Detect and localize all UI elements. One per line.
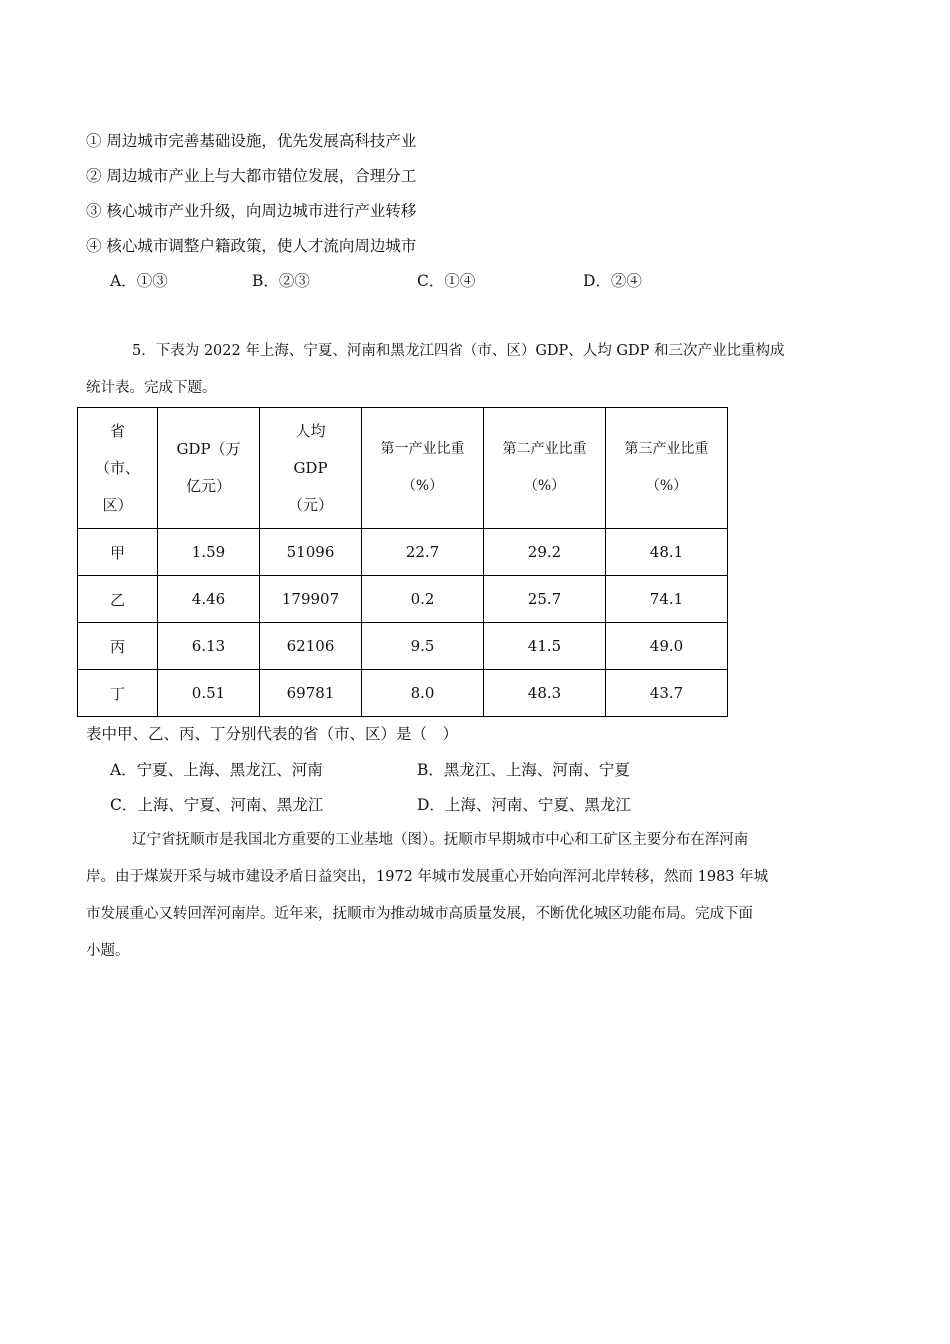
table-cell: 48.1 bbox=[606, 529, 728, 576]
table-row bbox=[78, 529, 728, 576]
q4-option-d[interactable]: D．②④ bbox=[583, 272, 642, 290]
table-cell: 25.7 bbox=[484, 576, 606, 623]
table-cell: 22.7 bbox=[362, 529, 484, 576]
header-gdp: GDP（万 亿元） bbox=[158, 408, 260, 529]
table-cell: 51096 bbox=[260, 529, 362, 576]
table-row bbox=[78, 576, 728, 623]
statement-2: ② 周边城市产业上与大都市错位发展，合理分工 bbox=[86, 167, 417, 185]
table-cell: 41.5 bbox=[484, 623, 606, 670]
statement-1: ① 周边城市完善基础设施，优先发展高科技产业 bbox=[86, 132, 417, 150]
q4-option-a[interactable]: A．①③ bbox=[110, 272, 168, 290]
table-cell: 69781 bbox=[260, 670, 362, 717]
header-secondary-share: 第二产业比重 （%） bbox=[484, 408, 606, 529]
table-cell: 43.7 bbox=[606, 670, 728, 717]
q5-question: 表中甲、乙、丙、丁分别代表的省（市、区）是（ ） bbox=[86, 725, 459, 743]
table-cell: 丁 bbox=[78, 670, 158, 717]
table-cell: 29.2 bbox=[484, 529, 606, 576]
table-cell: 乙 bbox=[78, 576, 158, 623]
table-cell: 74.1 bbox=[606, 576, 728, 623]
table-cell: 9.5 bbox=[362, 623, 484, 670]
table-header-row bbox=[78, 408, 728, 529]
statement-4: ④ 核心城市调整户籍政策，使人才流向周边城市 bbox=[86, 237, 417, 255]
q5-option-b[interactable]: B．黑龙江、上海、河南、宁夏 bbox=[417, 761, 630, 779]
q5-option-c[interactable]: C．上海、宁夏、河南、黑龙江 bbox=[110, 796, 324, 814]
q5-intro-line1: 5．下表为 2022 年上海、宁夏、河南和黑龙江四省（市、区）GDP、人均 GDP 和三次产业比重构成 bbox=[132, 343, 785, 359]
header-province: 省 （市、 区） bbox=[78, 408, 158, 529]
table-cell: 甲 bbox=[78, 529, 158, 576]
passage-line-2: 岸。由于煤炭开采与城市建设矛盾日益突出，1972 年城市发展重心开始向浑河北岸转移，然而 1983 年城 bbox=[86, 869, 769, 885]
q5-intro-line2: 统计表。完成下题。 bbox=[86, 380, 217, 396]
table-cell: 48.3 bbox=[484, 670, 606, 717]
table-cell: 6.13 bbox=[158, 623, 260, 670]
table-cell: 62106 bbox=[260, 623, 362, 670]
table-cell: 1.59 bbox=[158, 529, 260, 576]
passage-line-4: 小题。 bbox=[86, 943, 130, 959]
table-cell: 0.2 bbox=[362, 576, 484, 623]
table-cell: 丙 bbox=[78, 623, 158, 670]
table-cell: 4.46 bbox=[158, 576, 260, 623]
table-row bbox=[78, 670, 728, 717]
q5-option-a[interactable]: A．宁夏、上海、黑龙江、河南 bbox=[110, 761, 323, 779]
gdp-statistics-table bbox=[77, 407, 728, 717]
table-row bbox=[78, 623, 728, 670]
table-cell: 49.0 bbox=[606, 623, 728, 670]
header-tertiary-share: 第三产业比重 （%） bbox=[606, 408, 728, 529]
statement-3: ③ 核心城市产业升级，向周边城市进行产业转移 bbox=[86, 202, 417, 220]
passage-line-1: 辽宁省抚顺市是我国北方重要的工业基地（图）。抚顺市早期城市中心和工矿区主要分布在浑河南 bbox=[132, 832, 749, 848]
table-cell: 8.0 bbox=[362, 670, 484, 717]
header-primary-share: 第一产业比重 （%） bbox=[362, 408, 484, 529]
passage-line-3: 市发展重心又转回浑河南岸。近年来，抚顺市为推动城市高质量发展，不断优化城区功能布局。完成下面 bbox=[86, 906, 753, 922]
header-per-capita-gdp: 人均 GDP （元） bbox=[260, 408, 362, 529]
q4-option-b[interactable]: B．②③ bbox=[252, 272, 310, 290]
table-cell: 179907 bbox=[260, 576, 362, 623]
q5-option-d[interactable]: D．上海、河南、宁夏、黑龙江 bbox=[417, 796, 631, 814]
table-cell: 0.51 bbox=[158, 670, 260, 717]
q4-option-c[interactable]: C．①④ bbox=[417, 272, 476, 290]
